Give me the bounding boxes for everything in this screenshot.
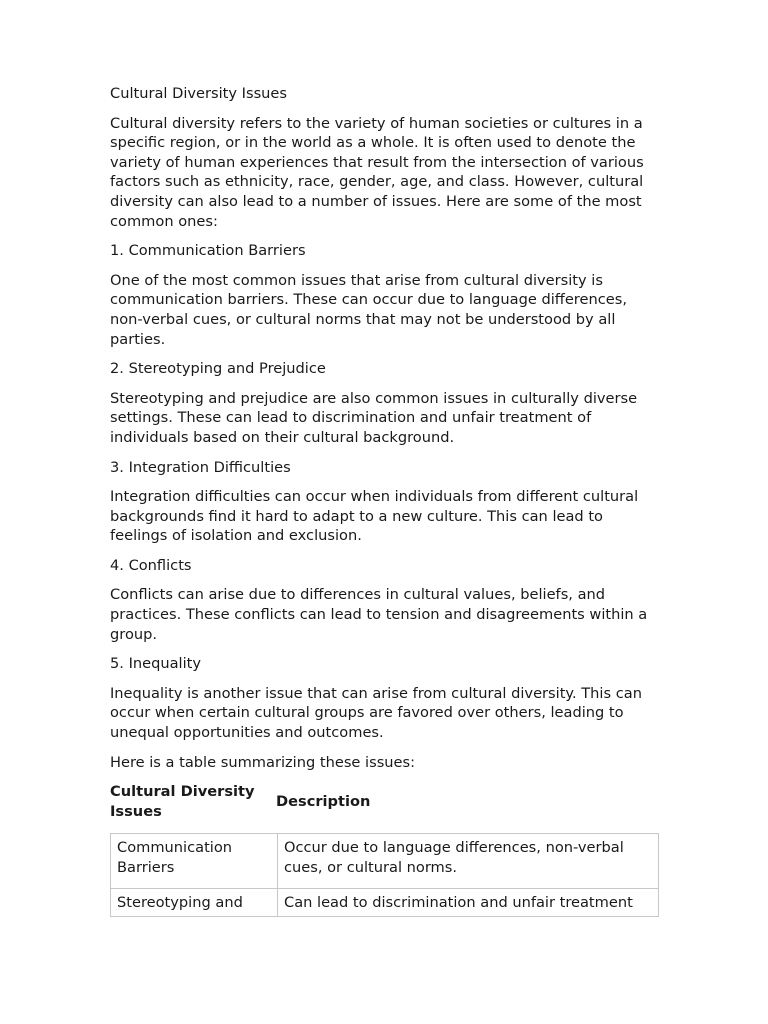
section-heading-inequality: 5. Inequality	[110, 655, 202, 673]
document-title: Cultural Diversity Issues	[110, 85, 288, 102]
intro-paragraph: Cultural diversity refers to the variety of human societies or cultures in a specific region, or in the world as a whole. It is often used to denote the variety of human experiences that result from the intersection of various factors such as ethnicity, race, gender, age, and class. However, cultural diversity can also lead to a number of issues. Here are some of the most common ones:	[110, 114, 644, 230]
table-intro: Here is a table summarizing these issues:	[110, 753, 416, 771]
table-row	[111, 888, 659, 917]
table-cell-issue: Communication Barriers	[111, 834, 278, 888]
table-row	[111, 834, 659, 888]
section-heading-integration: 3. Integration Difficulties	[110, 458, 291, 476]
section-body-communication-barriers: One of the most common issues that arise from cultural diversity is communication barriers. These can occur due to language differences, non-verbal cues, or cultural norms that may not be understood by all parties.	[110, 271, 627, 348]
section-heading-conflicts: 4. Conflicts	[110, 556, 192, 574]
table-header-issues: Cultural Diversity Issues	[110, 783, 255, 820]
section-heading-stereotyping: 2. Stereotyping and Prejudice	[110, 360, 326, 378]
section-body-inequality: Inequality is another issue that can arise from cultural diversity. This can occur when certain cultural groups are favored over others, leading to unequal opportunities and outcomes.	[110, 684, 642, 742]
table-cell-issue: Stereotyping and	[111, 888, 278, 917]
table-cell-description: Occur due to language differences, non-verbal cues, or cultural norms.	[278, 834, 659, 888]
section-body-integration: Integration difficulties can occur when individuals from different cultural backgrounds find it hard to adapt to a new culture. This can lead to feelings of isolation and exclusion.	[110, 488, 639, 545]
section-heading-communication-barriers: 1. Communication Barriers	[110, 242, 306, 260]
section-body-stereotyping: Stereotyping and prejudice are also common issues in culturally diverse settings. These can lead to discrimination and unfair treatment of individuals based on their cultural background.	[110, 389, 638, 446]
issues-table	[110, 833, 659, 917]
document-page	[110, 84, 662, 917]
section-body-conflicts: Conflicts can arise due to differences in cultural values, beliefs, and practices. These conflicts can lead to tension and disagreements within a group.	[110, 586, 648, 643]
table-header-description: Description	[276, 793, 371, 811]
table-header-row	[110, 782, 662, 821]
table-cell-description: Can lead to discrimination and unfair treatment	[278, 888, 659, 917]
